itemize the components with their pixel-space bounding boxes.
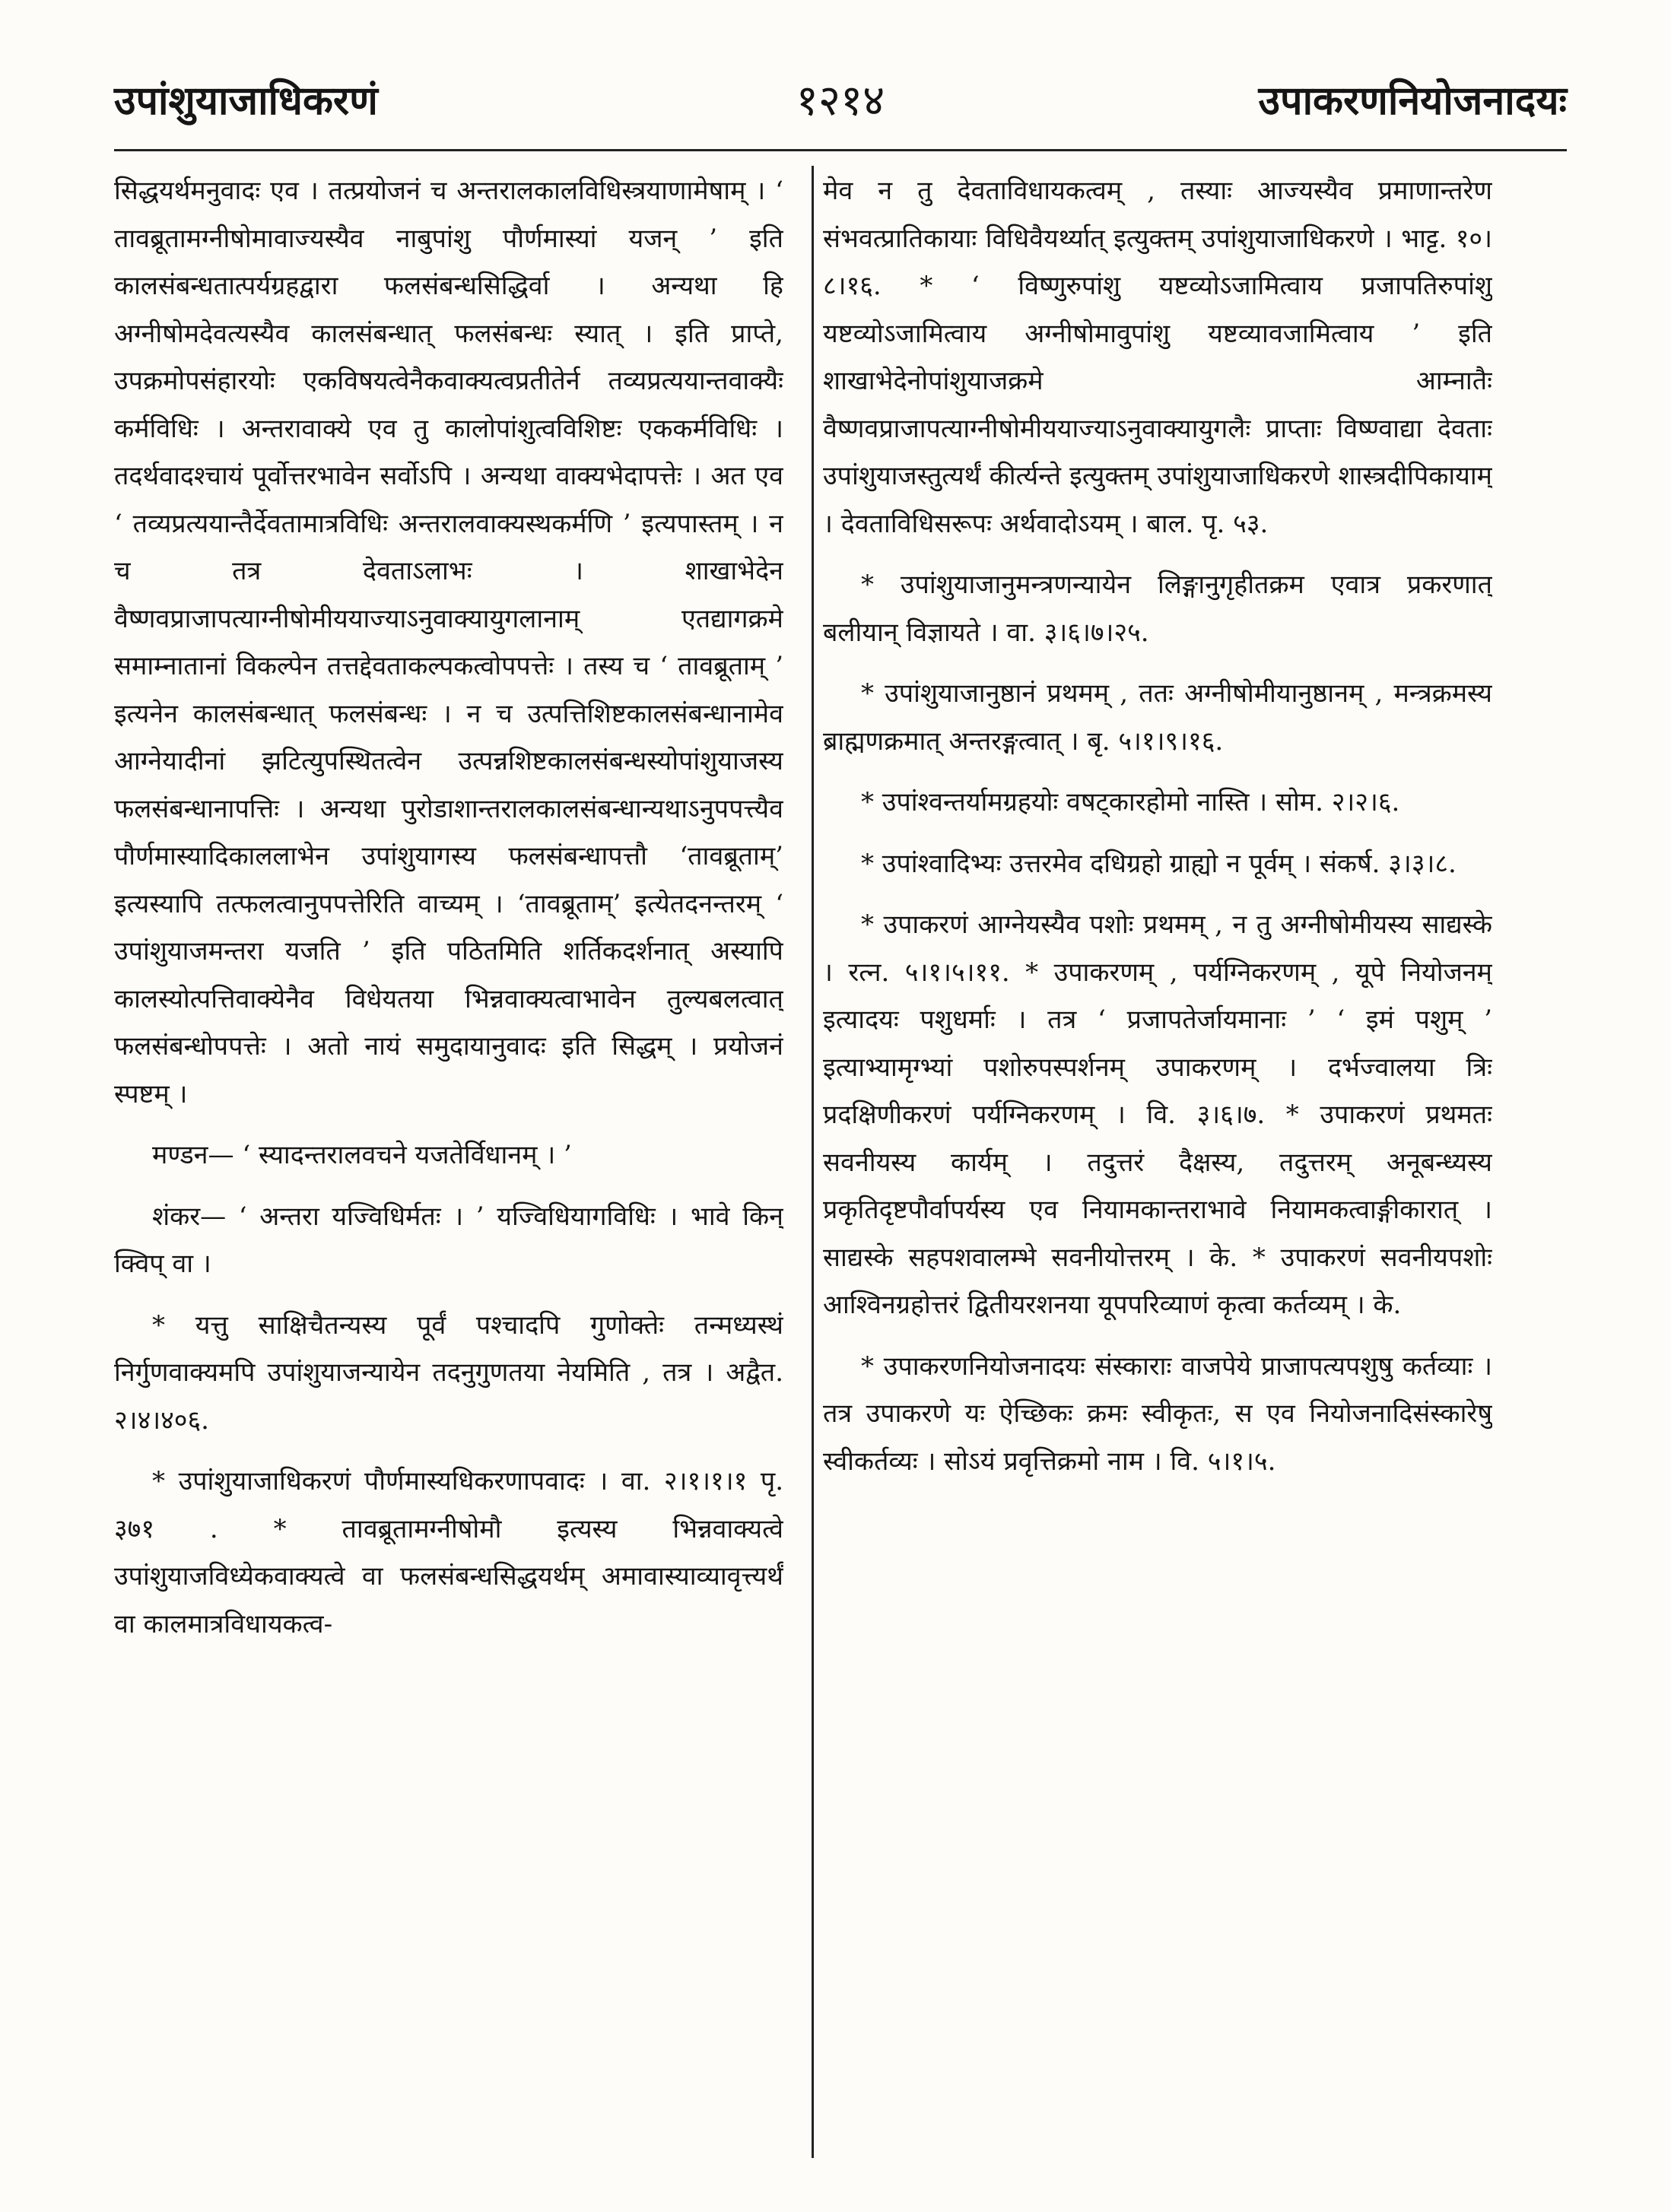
left-paragraph-4: * यत्तु साक्षिचैतन्यस्य पूर्वं पश्चादपि गुणोक्तेः तन्मध्यस्थं निर्गुणवाक्यमपि उपांशुयाजन्यायेन तदनुगुणतया नेयमिति , तत्र । अद्वैत. २।४।४०६. — [114, 1309, 783, 1436]
header-rule — [114, 149, 1567, 151]
right-paragraph-6: * उपाकरणं आग्नेयस्यैव पशोः प्रथमम् , न तु अग्नीषोमीयस्य साद्यस्के । रत्न. ५।१।५।११. * उपाकरणम् , पर्यग्निकरणम् , यूपे नियोजनम् इत्यादयः पशुधर्माः । तत्र ‘ प्रजापतेर्जायमानाः ’ ‘ इमं पशुम् ’ इत्याभ्यामृग्भ्यां पशोरुपस्पर्शनम् उपाकरणम् । दर्भज्वालया त्रिः प्रदक्षिणीकरणं पर्यग्निकरणम् । वि. ३।६।७. * उपाकरणं प्रथमतः सवनीयस्य कार्यम् । तदुत्तरं दैक्षस्य, तदुत्तरम् अनूबन्ध्यस्य प्रकृतिदृष्टपौर्वापर्यस्य एव नियामकान्तराभावे नियामकत्वाङ्गीकारात् । साद्यस्के सहपशवालम्भे सवनीयोत्तरम् । के. * उपाकरणं सवनीयपशोः आश्विनग्रहोत्तरं द्वितीयरशनया यूपपरिव्याणं कृत्वा कर्तव्यम् । के. — [823, 909, 1492, 1320]
page-number: १२१४ — [796, 76, 885, 125]
right-paragraph-2: * उपांशुयाजानुमन्त्रणन्यायेन लिङ्गानुगृहीतक्रम एवात्र प्रकरणात् बलीयान् विज्ञायते । वा. ३।६।७।२५. — [823, 570, 1492, 648]
right-paragraph-5: * उपांश्वादिभ्यः उत्तरमेव दधिग्रहो ग्राह्यो न पूर्वम् । संकर्ष. ३।३।८. — [861, 848, 1457, 879]
right-column — [823, 167, 1492, 2175]
header-right-title: उपाकरणनियोजनादयः — [1258, 78, 1567, 124]
left-paragraph-3: शंकर— ‘ अन्तरा यज्विधिर्मतः । ’ यज्विधियागविधिः । भावे किन् क्विप् वा । — [114, 1201, 783, 1279]
right-paragraph-4: * उपांश्वन्तर्यामग्रहयोः वषट्कारहोमो नास्ति । सोम. २।२।६. — [861, 787, 1400, 817]
running-header — [114, 67, 1567, 135]
right-paragraph-3: * उपांशुयाजानुष्ठानं प्रथमम् , ततः अग्नीषोमीयानुष्ठानम् , मन्त्रक्रमस्य ब्राह्मणक्रमात् अन्तरङ्गत्वात् । बृ. ५।१।९।१६. — [823, 678, 1492, 757]
header-left-title: उपांशुयाजाधिकरणं — [114, 78, 378, 124]
left-column — [114, 167, 783, 2175]
right-paragraph-7: * उपाकरणनियोजनादयः संस्काराः वाजपेये प्राजापत्यपशुषु कर्तव्याः । तत्र उपाकरणे यः ऐच्छिकः क्रमः स्वीकृतः, स एव नियोजनादिसंस्कारेषु स्वीकर्तव्यः । सोऽयं प्रवृत्तिक्रमो नाम । वि. ५।१।५. — [823, 1350, 1492, 1477]
right-paragraph-1: मेव न तु देवताविधायकत्वम् , तस्याः आज्यस्यैव प्रमाणान्तरेण संभवत्प्रातिकायाः विधिवैयर्थ्यात् इत्युक्तम् उपांशुयाजाधिकरणे । भाट्ट. १०।८।१६. * ‘ विष्णुरुपांशु यष्टव्योऽजामित्वाय प्रजापतिरुपांशु यष्टव्योऽजामित्वाय अग्नीषोमावुपांशु यष्टव्यावजामित्वाय ’ इति शाखाभेदेनोपांशुयाजक्रमे आम्नातैः वैष्णवप्राजापत्याग्नीषोमीययाज्याऽनुवाक्यायुगलैः प्राप्ताः विष्ण्वाद्या देवताः उपांशुयाजस्तुत्यर्थं कीर्त्यन्ते इत्युक्तम् उपांशुयाजाधिकरणे शास्त्रदीपिकायाम् । देवताविधिसरूपः अर्थवादोऽयम् । बाल. पृ. ५३. — [823, 176, 1492, 539]
left-paragraph-5: * उपांशुयाजाधिकरणं पौर्णमास्यधिकरणापवादः । वा. २।१।१।१ पृ. ३७१ . * तावब्रूतामग्नीषोमौ इत्यस्य भिन्नवाक्यत्वे उपांशुयाजविध्येकवाक्यत्वे वा फलसंबन्धसिद्धयर्थम् अमावास्याव्यावृत्त्यर्थं वा कालमात्रविधायकत्व- — [114, 1466, 783, 1639]
left-paragraph-2: मण्डन— ‘ स्यादन्तरालवचने यजतेर्विधानम् । ’ — [152, 1140, 572, 1170]
column-divider — [812, 166, 814, 2158]
left-paragraph-1: सिद्धयर्थमनुवादः एव । तत्प्रयोजनं च अन्तरालकालविधिस्त्रयाणामेषाम् । ‘ तावब्रूतामग्नीषोमावाज्यस्यैव नाबुपांशु पौर्णमास्यां यजन् ’ इति कालसंबन्धतात्पर्यग्रहद्वारा फलसंबन्धसिद्धिर्वा । अन्यथा हि अग्नीषोमदेवत्यस्यैव कालसंबन्धात् फलसंबन्धः स्यात् । इति प्राप्ते, उपक्रमोपसंहारयोः एकविषयत्वेनैकवाक्यत्वप्रतीतेर्न तव्यप्रत्ययान्तवाक्यैः कर्मविधिः । अन्तरावाक्ये एव तु कालोपांशुत्वविशिष्टः एककर्मविधिः । तदर्थवादश्चायं पूर्वोत्तरभावेन सर्वोऽपि । अन्यथा वाक्यभेदापत्तेः । अत एव ‘ तव्यप्रत्ययान्तैर्देवतामात्रविधिः अन्तरालवाक्यस्थकर्मणि ’ इत्यपास्तम् । न च तत्र देवताऽलाभः । शाखाभेदेन वैष्णवप्राजापत्याग्नीषोमीययाज्याऽनुवाक्यायुगलानाम् एतद्यागक्रमे समाम्नातानां विकल्पेन तत्तद्देवताकल्पकत्वोपपत्तेः । तस्य च ‘ तावब्रूताम् ’ इत्यनेन कालसंबन्धात् फलसंबन्धः । न च उत्पत्तिशिष्टकालसंबन्धानामेव आग्नेयादीनां झटित्युपस्थितत्वेन उत्पन्नशिष्टकालसंबन्धस्योपांशुयाजस्य फलसंबन्धानापत्तिः । अन्यथा पुरोडाशान्तरालकालसंबन्धान्यथाऽनुपपत्त्यैव पौर्णमास्यादिकाललाभेन उपांशुयागस्य फलसंबन्धापत्तौ ‘तावब्रूताम्’ इत्यस्यापि तत्फलत्वानुपपत्तेरिति वाच्यम् । ‘तावब्रूताम्’ इत्येतदनन्तरम् ‘ उपांशुयाजमन्तरा यजति ’ इति पठितमिति शर्तिकदर्शनात् अस्यापि कालस्योत्पत्तिवाक्येनैव विधेयतया भिन्नवाक्यत्वाभावेन तुल्यबलत्वात् फलसंबन्धोपपत्तेः । अतो नायं समुदायानुवादः इति सिद्धम् । प्रयोजनं स्पष्टम् । — [114, 176, 783, 1109]
